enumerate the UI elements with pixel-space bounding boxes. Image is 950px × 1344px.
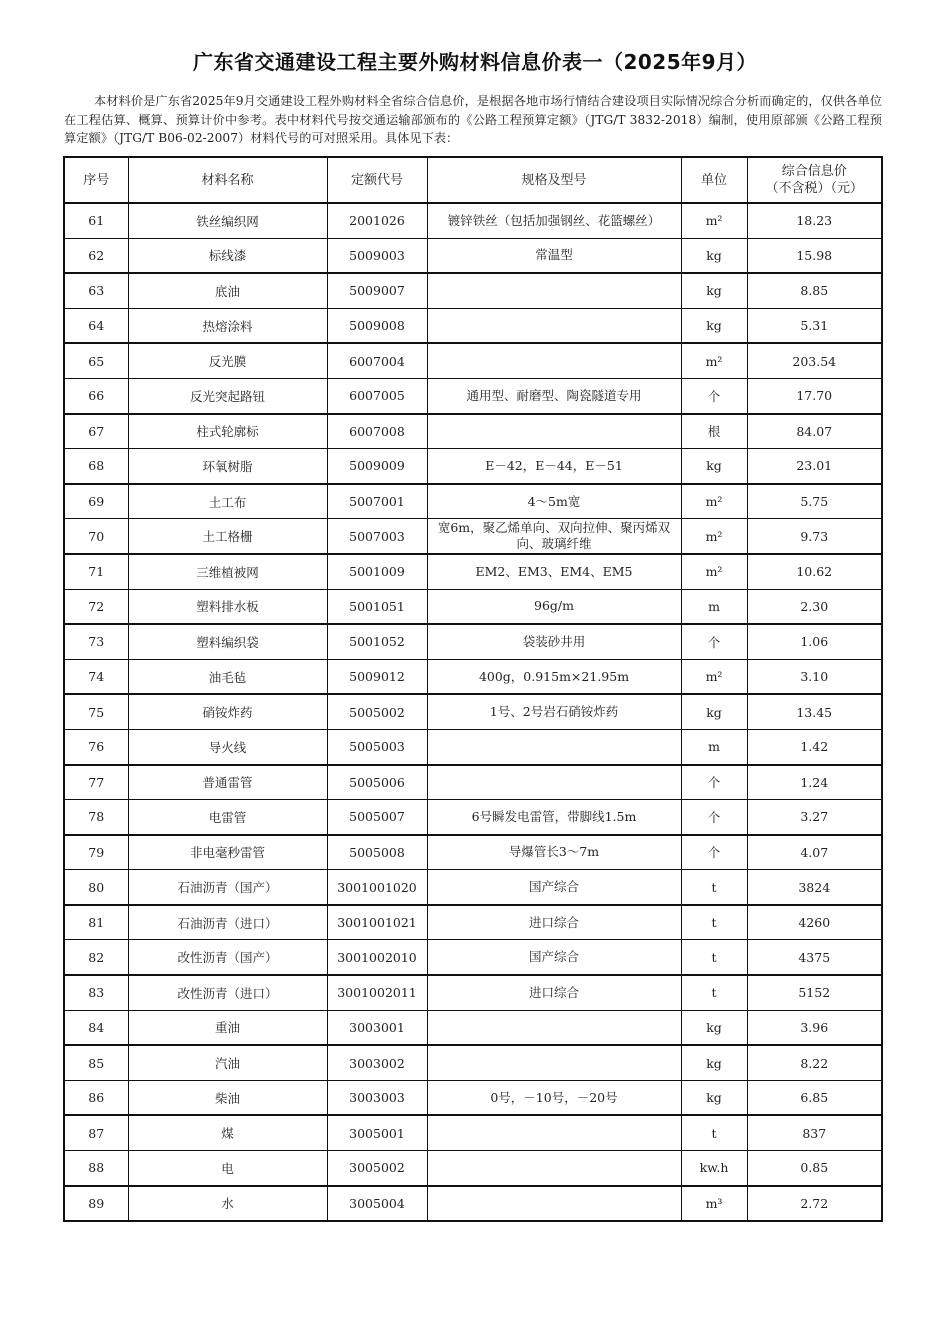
cell-spec: 宽6m，聚乙烯单向、双向拉伸、聚丙烯双向、玻璃纤维 bbox=[427, 519, 681, 554]
header-unit: 单位 bbox=[681, 157, 747, 203]
cell-unit: kg bbox=[681, 238, 747, 273]
cell-name: 石油沥青（进口） bbox=[128, 905, 327, 940]
cell-name: 环氧树脂 bbox=[128, 449, 327, 484]
table-row bbox=[64, 1115, 882, 1150]
cell-spec bbox=[427, 1010, 681, 1045]
cell-code: 5009003 bbox=[327, 238, 427, 273]
cell-name: 土工布 bbox=[128, 484, 327, 519]
cell-code: 3001001021 bbox=[327, 905, 427, 940]
cell-spec: 400g，0.915m×21.95m bbox=[427, 659, 681, 694]
cell-name: 塑料排水板 bbox=[128, 589, 327, 624]
cell-price: 8.85 bbox=[747, 273, 882, 308]
cell-unit: kg bbox=[681, 1010, 747, 1045]
cell-seq: 88 bbox=[64, 1151, 128, 1186]
cell-spec bbox=[427, 765, 681, 800]
table-row bbox=[64, 940, 882, 975]
table-row bbox=[64, 238, 882, 273]
table-row bbox=[64, 414, 882, 449]
cell-unit: t bbox=[681, 940, 747, 975]
cell-seq: 63 bbox=[64, 273, 128, 308]
cell-price: 1.06 bbox=[747, 624, 882, 659]
table-row bbox=[64, 835, 882, 870]
cell-price: 3.10 bbox=[747, 659, 882, 694]
cell-unit: m² bbox=[681, 519, 747, 554]
cell-price: 837 bbox=[747, 1115, 882, 1150]
table-row bbox=[64, 624, 882, 659]
cell-seq: 65 bbox=[64, 343, 128, 378]
header-price-line1: 综合信息价 bbox=[781, 164, 847, 179]
cell-spec: 通用型、耐磨型、陶瓷隧道专用 bbox=[427, 378, 681, 413]
table-row bbox=[64, 554, 882, 589]
table-row bbox=[64, 1151, 882, 1186]
cell-unit: m² bbox=[681, 659, 747, 694]
cell-code: 3005001 bbox=[327, 1115, 427, 1150]
cell-name: 硝铵炸药 bbox=[128, 694, 327, 729]
cell-seq: 80 bbox=[64, 870, 128, 905]
cell-price: 23.01 bbox=[747, 449, 882, 484]
cell-spec: 96g/m bbox=[427, 589, 681, 624]
cell-spec: 常温型 bbox=[427, 238, 681, 273]
table-row bbox=[64, 1080, 882, 1115]
cell-price: 3.96 bbox=[747, 1010, 882, 1045]
cell-code: 6007008 bbox=[327, 414, 427, 449]
cell-seq: 77 bbox=[64, 765, 128, 800]
cell-spec bbox=[427, 273, 681, 308]
cell-seq: 89 bbox=[64, 1186, 128, 1222]
cell-seq: 73 bbox=[64, 624, 128, 659]
cell-name: 热熔涂料 bbox=[128, 308, 327, 343]
cell-spec: 镀锌铁丝（包括加强钢丝、花篮螺丝） bbox=[427, 203, 681, 238]
cell-name: 三维植被网 bbox=[128, 554, 327, 589]
table-row bbox=[64, 1045, 882, 1080]
cell-name: 塑料编织袋 bbox=[128, 624, 327, 659]
intro-paragraph: 本材料价是广东省2025年9月交通建设工程外购材料全省综合信息价，是根据各地市场行情结合建设项目实际情况综合分析而确定的，仅供各单位在工程估算、概算、预算计价中参考。表中材料代号按交通运输部颁布的《公路工程预算定额》（JTG/T 3832-2018）编制，使用原部颁《公路工程预算定额》（JTG/T B06-02-2007）材料代号的可对照采用。具体见下表： bbox=[64, 94, 882, 145]
cell-seq: 81 bbox=[64, 905, 128, 940]
cell-price: 0.85 bbox=[747, 1151, 882, 1186]
cell-name: 导火线 bbox=[128, 729, 327, 764]
cell-name: 底油 bbox=[128, 273, 327, 308]
cell-price: 17.70 bbox=[747, 378, 882, 413]
table-row bbox=[64, 800, 882, 835]
cell-code: 5009012 bbox=[327, 659, 427, 694]
table-row bbox=[64, 1186, 882, 1222]
cell-name: 改性沥青（进口） bbox=[128, 975, 327, 1010]
cell-code: 6007004 bbox=[327, 343, 427, 378]
cell-code: 5009007 bbox=[327, 273, 427, 308]
cell-unit: kg bbox=[681, 273, 747, 308]
price-table bbox=[63, 156, 883, 1222]
cell-price: 4260 bbox=[747, 905, 882, 940]
cell-unit: t bbox=[681, 975, 747, 1010]
table-row bbox=[64, 729, 882, 764]
cell-code: 6007005 bbox=[327, 378, 427, 413]
cell-code: 3003001 bbox=[327, 1010, 427, 1045]
cell-unit: kg bbox=[681, 1045, 747, 1080]
table-row bbox=[64, 203, 882, 238]
cell-seq: 75 bbox=[64, 694, 128, 729]
cell-spec: E－42，E－44，E－51 bbox=[427, 449, 681, 484]
cell-price: 1.42 bbox=[747, 729, 882, 764]
cell-seq: 85 bbox=[64, 1045, 128, 1080]
cell-name: 水 bbox=[128, 1186, 327, 1222]
cell-seq: 79 bbox=[64, 835, 128, 870]
cell-code: 3003002 bbox=[327, 1045, 427, 1080]
cell-code: 5001051 bbox=[327, 589, 427, 624]
cell-spec bbox=[427, 414, 681, 449]
cell-unit: kg bbox=[681, 308, 747, 343]
cell-code: 5001052 bbox=[327, 624, 427, 659]
cell-spec bbox=[427, 1151, 681, 1186]
header-price bbox=[747, 157, 882, 203]
cell-spec: 6号瞬发电雷管，带脚线1.5m bbox=[427, 800, 681, 835]
cell-seq: 67 bbox=[64, 414, 128, 449]
cell-price: 8.22 bbox=[747, 1045, 882, 1080]
cell-price: 4.07 bbox=[747, 835, 882, 870]
cell-seq: 72 bbox=[64, 589, 128, 624]
cell-name: 柴油 bbox=[128, 1080, 327, 1115]
cell-seq: 71 bbox=[64, 554, 128, 589]
cell-spec: 进口综合 bbox=[427, 975, 681, 1010]
cell-code: 3003003 bbox=[327, 1080, 427, 1115]
cell-unit: kg bbox=[681, 1080, 747, 1115]
cell-price: 3.27 bbox=[747, 800, 882, 835]
cell-spec bbox=[427, 1115, 681, 1150]
cell-seq: 64 bbox=[64, 308, 128, 343]
cell-price: 13.45 bbox=[747, 694, 882, 729]
table-row bbox=[64, 519, 882, 554]
cell-seq: 61 bbox=[64, 203, 128, 238]
cell-spec bbox=[427, 308, 681, 343]
table-row bbox=[64, 1010, 882, 1045]
table-row bbox=[64, 484, 882, 519]
cell-unit: t bbox=[681, 905, 747, 940]
cell-spec bbox=[427, 343, 681, 378]
cell-price: 10.62 bbox=[747, 554, 882, 589]
cell-unit: m² bbox=[681, 203, 747, 238]
cell-name: 汽油 bbox=[128, 1045, 327, 1080]
cell-code: 5005006 bbox=[327, 765, 427, 800]
cell-unit: m bbox=[681, 589, 747, 624]
table-row bbox=[64, 273, 882, 308]
cell-spec: 4～5m宽 bbox=[427, 484, 681, 519]
cell-seq: 70 bbox=[64, 519, 128, 554]
cell-spec: EM2、EM3、EM4、EM5 bbox=[427, 554, 681, 589]
cell-seq: 76 bbox=[64, 729, 128, 764]
cell-seq: 86 bbox=[64, 1080, 128, 1115]
cell-price: 5152 bbox=[747, 975, 882, 1010]
cell-name: 非电毫秒雷管 bbox=[128, 835, 327, 870]
cell-unit: kg bbox=[681, 694, 747, 729]
cell-name: 铁丝编织网 bbox=[128, 203, 327, 238]
cell-seq: 82 bbox=[64, 940, 128, 975]
cell-price: 3824 bbox=[747, 870, 882, 905]
cell-name: 电 bbox=[128, 1151, 327, 1186]
header-spec: 规格及型号 bbox=[427, 157, 681, 203]
cell-code: 3001002011 bbox=[327, 975, 427, 1010]
table-row bbox=[64, 694, 882, 729]
table-row bbox=[64, 378, 882, 413]
cell-unit: m³ bbox=[681, 1186, 747, 1222]
cell-unit: kg bbox=[681, 449, 747, 484]
cell-name: 普通雷管 bbox=[128, 765, 327, 800]
cell-code: 5005003 bbox=[327, 729, 427, 764]
cell-unit: kw.h bbox=[681, 1151, 747, 1186]
cell-code: 5005002 bbox=[327, 694, 427, 729]
cell-price: 6.85 bbox=[747, 1080, 882, 1115]
cell-unit: 个 bbox=[681, 378, 747, 413]
cell-seq: 74 bbox=[64, 659, 128, 694]
cell-name: 反光膜 bbox=[128, 343, 327, 378]
cell-unit: m bbox=[681, 729, 747, 764]
cell-code: 3005002 bbox=[327, 1151, 427, 1186]
cell-unit: 个 bbox=[681, 835, 747, 870]
cell-price: 203.54 bbox=[747, 343, 882, 378]
cell-spec bbox=[427, 1045, 681, 1080]
cell-unit: 根 bbox=[681, 414, 747, 449]
cell-price: 5.75 bbox=[747, 484, 882, 519]
cell-seq: 84 bbox=[64, 1010, 128, 1045]
cell-price: 5.31 bbox=[747, 308, 882, 343]
cell-code: 2001026 bbox=[327, 203, 427, 238]
table-row bbox=[64, 589, 882, 624]
table-row bbox=[64, 765, 882, 800]
cell-spec: 国产综合 bbox=[427, 940, 681, 975]
cell-unit: m² bbox=[681, 484, 747, 519]
cell-code: 5005008 bbox=[327, 835, 427, 870]
header-name: 材料名称 bbox=[128, 157, 327, 203]
cell-price: 4375 bbox=[747, 940, 882, 975]
cell-seq: 66 bbox=[64, 378, 128, 413]
table-row bbox=[64, 449, 882, 484]
cell-unit: 个 bbox=[681, 624, 747, 659]
cell-spec bbox=[427, 729, 681, 764]
cell-name: 改性沥青（国产） bbox=[128, 940, 327, 975]
table-row bbox=[64, 905, 882, 940]
table-row bbox=[64, 659, 882, 694]
cell-name: 柱式轮廓标 bbox=[128, 414, 327, 449]
table-row bbox=[64, 343, 882, 378]
cell-price: 18.23 bbox=[747, 203, 882, 238]
cell-code: 3001002010 bbox=[327, 940, 427, 975]
cell-code: 5005007 bbox=[327, 800, 427, 835]
header-price-line2: （不含税）（元） bbox=[765, 181, 863, 196]
cell-name: 电雷管 bbox=[128, 800, 327, 835]
cell-name: 重油 bbox=[128, 1010, 327, 1045]
cell-spec: 导爆管长3～7m bbox=[427, 835, 681, 870]
cell-unit: m² bbox=[681, 343, 747, 378]
cell-name: 土工格栅 bbox=[128, 519, 327, 554]
cell-code: 3005004 bbox=[327, 1186, 427, 1222]
cell-name: 油毛毡 bbox=[128, 659, 327, 694]
cell-seq: 78 bbox=[64, 800, 128, 835]
header-code: 定额代号 bbox=[327, 157, 427, 203]
cell-price: 2.72 bbox=[747, 1186, 882, 1222]
cell-spec: 国产综合 bbox=[427, 870, 681, 905]
cell-code: 5009008 bbox=[327, 308, 427, 343]
cell-spec: 1号、2号岩石硝铵炸药 bbox=[427, 694, 681, 729]
table-row bbox=[64, 308, 882, 343]
cell-seq: 69 bbox=[64, 484, 128, 519]
cell-code: 5001009 bbox=[327, 554, 427, 589]
cell-price: 9.73 bbox=[747, 519, 882, 554]
cell-name: 石油沥青（国产） bbox=[128, 870, 327, 905]
cell-seq: 87 bbox=[64, 1115, 128, 1150]
cell-code: 3001001020 bbox=[327, 870, 427, 905]
header-seq: 序号 bbox=[64, 157, 128, 203]
cell-seq: 68 bbox=[64, 449, 128, 484]
cell-code: 5009009 bbox=[327, 449, 427, 484]
page-title: 广东省交通建设工程主要外购材料信息价表一（2025年9月） bbox=[192, 50, 758, 74]
cell-code: 5007003 bbox=[327, 519, 427, 554]
cell-name: 煤 bbox=[128, 1115, 327, 1150]
cell-spec: 进口综合 bbox=[427, 905, 681, 940]
cell-seq: 62 bbox=[64, 238, 128, 273]
cell-name: 反光突起路钮 bbox=[128, 378, 327, 413]
table-header-row bbox=[64, 157, 882, 203]
cell-price: 1.24 bbox=[747, 765, 882, 800]
cell-price: 15.98 bbox=[747, 238, 882, 273]
cell-price: 2.30 bbox=[747, 589, 882, 624]
cell-price: 84.07 bbox=[747, 414, 882, 449]
table-body bbox=[64, 203, 882, 1221]
table-row bbox=[64, 975, 882, 1010]
cell-spec bbox=[427, 1186, 681, 1222]
cell-unit: m² bbox=[681, 554, 747, 589]
cell-unit: t bbox=[681, 870, 747, 905]
cell-spec: 袋装砂井用 bbox=[427, 624, 681, 659]
cell-name: 标线漆 bbox=[128, 238, 327, 273]
cell-seq: 83 bbox=[64, 975, 128, 1010]
cell-code: 5007001 bbox=[327, 484, 427, 519]
cell-unit: 个 bbox=[681, 800, 747, 835]
cell-spec: 0号，－10号，－20号 bbox=[427, 1080, 681, 1115]
table-row bbox=[64, 870, 882, 905]
cell-unit: 个 bbox=[681, 765, 747, 800]
cell-unit: t bbox=[681, 1115, 747, 1150]
